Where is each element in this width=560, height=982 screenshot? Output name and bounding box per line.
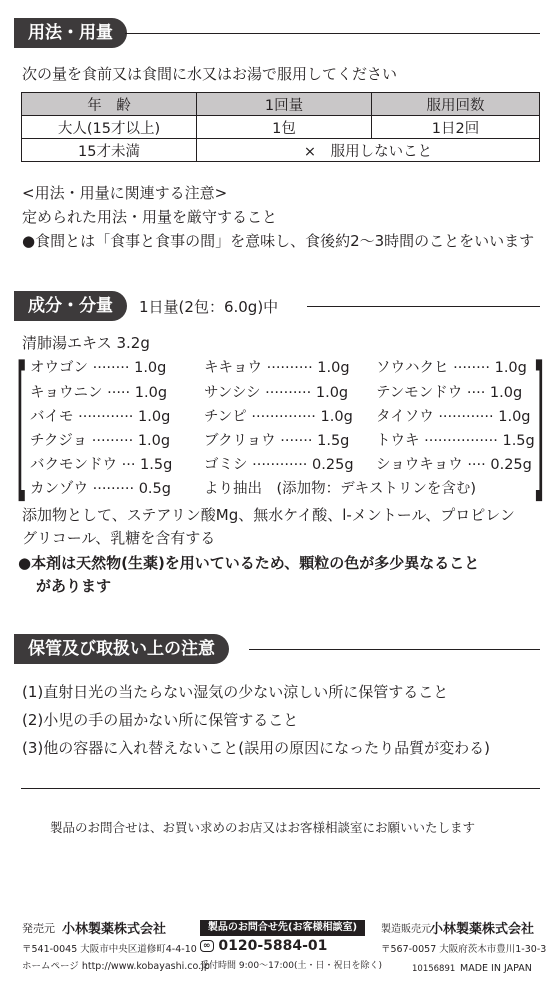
origin: MADE IN JAPAN <box>460 963 532 974</box>
ingredient-item: テンモンドウ ···· 1.0g <box>376 385 523 401</box>
ingredient-item: ショウキョウ ···· 0.25g <box>376 457 532 473</box>
table-row <box>22 139 540 162</box>
caution-line: ●本剤は天然物(生薬)を用いているため、顆粒の色が多少異なること <box>18 554 480 572</box>
ingredient-item: オウゴン ········ 1.0g <box>30 360 167 376</box>
ingredient-item: タイソウ ············ 1.0g <box>376 409 531 425</box>
ingredient-item: チンピ ·············· 1.0g <box>204 409 353 425</box>
ingredient-item: キョウニン ····· 1.0g <box>30 385 168 401</box>
additives-line: グリコール、乳糖を含有する <box>22 529 216 547</box>
ingredient-item: ゴミシ ············ 0.25g <box>204 457 354 473</box>
storage-item: (2)小児の手の届かない所に保管すること <box>22 711 299 729</box>
ingredient-item: サンシシ ·········· 1.0g <box>204 385 349 401</box>
contact-hours: 受付時間 9:00〜17:00(土・日・祝日を除く) <box>200 961 383 971</box>
usage-note: 定められた用法・用量を厳守すること <box>22 208 278 226</box>
cell-note: × 服用しないこと <box>197 139 540 162</box>
product-code: 10156891 <box>412 964 456 974</box>
maker-name: 小林製薬株式会社 <box>430 922 535 937</box>
seller-label: 発売元 <box>22 922 55 935</box>
dosage-table-header <box>22 93 540 116</box>
ingredient-item: ソウハクヒ ········ 1.0g <box>376 360 527 376</box>
daily-amount: 1日量(2包：6.0g)中 <box>139 298 279 316</box>
ingredient-item: ブクリョウ ······· 1.5g <box>204 433 350 449</box>
maker-address: 〒567-0057 大阪府茨木市豊川1-30-3 <box>381 944 547 955</box>
phone-number: 0120-5884-01 <box>218 938 328 954</box>
table-row <box>22 116 540 139</box>
additives-line: 添加物として、ステアリン酸Mg、無水ケイ酸、l-メントール、プロピレン <box>22 506 515 524</box>
phone-row <box>200 938 327 954</box>
seller-address: 〒541-0045 大阪市中央区道修町4-4-10 <box>22 944 197 955</box>
dosage-table <box>21 92 540 162</box>
ingredient-item: バクモンドウ ··· 1.5g <box>30 457 173 473</box>
usage-notes-title: <用法・用量に関連する注意> <box>22 184 228 202</box>
usage-heading: 用法・用量 <box>14 18 127 48</box>
divider <box>21 788 540 789</box>
storage-heading: 保管及び取扱い上の注意 <box>14 634 229 664</box>
freedial-icon: ∞ <box>200 940 214 952</box>
storage-heading-rule <box>249 649 540 650</box>
contact-title: 製品のお問合せ先(お客様相談室) <box>200 920 365 936</box>
usage-intro: 次の量を食前又は食間に水又はお湯で服用してください <box>22 65 398 83</box>
ingredient-item: トウキ ················ 1.5g <box>376 433 535 449</box>
extraction-note: より抽出 (添加物：デキストリンを含む) <box>204 481 477 497</box>
ingredient-item: バイモ ············ 1.0g <box>30 409 171 425</box>
header-age: 年 齢 <box>22 93 197 116</box>
storage-item: (3)他の容器に入れ替えないこと(誤用の原因になったり品質が変わる) <box>22 739 490 757</box>
cell-age: 大人(15才以上) <box>22 116 197 139</box>
caution-line: があります <box>36 577 112 595</box>
left-bracket: [ <box>16 337 28 523</box>
usage-note: ●食間とは「食事と食事の間」を意味し、食後約2〜3時間のことをいいます <box>22 232 535 250</box>
cell-times: 1日2回 <box>372 116 540 139</box>
right-bracket: ] <box>533 337 545 523</box>
maker-label: 製造販売元 <box>381 924 431 935</box>
seller-name: 小林製薬株式会社 <box>62 922 167 937</box>
inquiry-text: 製品のお問合せは、お買い求めのお店又はお客様相談室にお願いいたします <box>50 820 476 835</box>
usage-heading-rule <box>125 33 540 34</box>
ingredient-item: チクジョ ········· 1.0g <box>30 433 171 449</box>
extract-label: 清肺湯エキス 3.2g <box>22 334 150 352</box>
ingredient-item: キキョウ ·········· 1.0g <box>204 360 350 376</box>
cell-age: 15才未満 <box>22 139 197 162</box>
cell-amount: 1包 <box>197 116 372 139</box>
ingredients-heading-rule <box>307 306 540 307</box>
storage-item: (1)直射日光の当たらない湿気の少ない涼しい所に保管すること <box>22 683 449 701</box>
homepage: ホームページ http://www.kobayashi.co.jp <box>22 961 210 972</box>
header-amount: 1回量 <box>197 93 372 116</box>
ingredient-item: カンゾウ ········· 0.5g <box>30 481 171 497</box>
header-times: 服用回数 <box>372 93 540 116</box>
ingredients-heading: 成分・分量 <box>14 291 127 321</box>
